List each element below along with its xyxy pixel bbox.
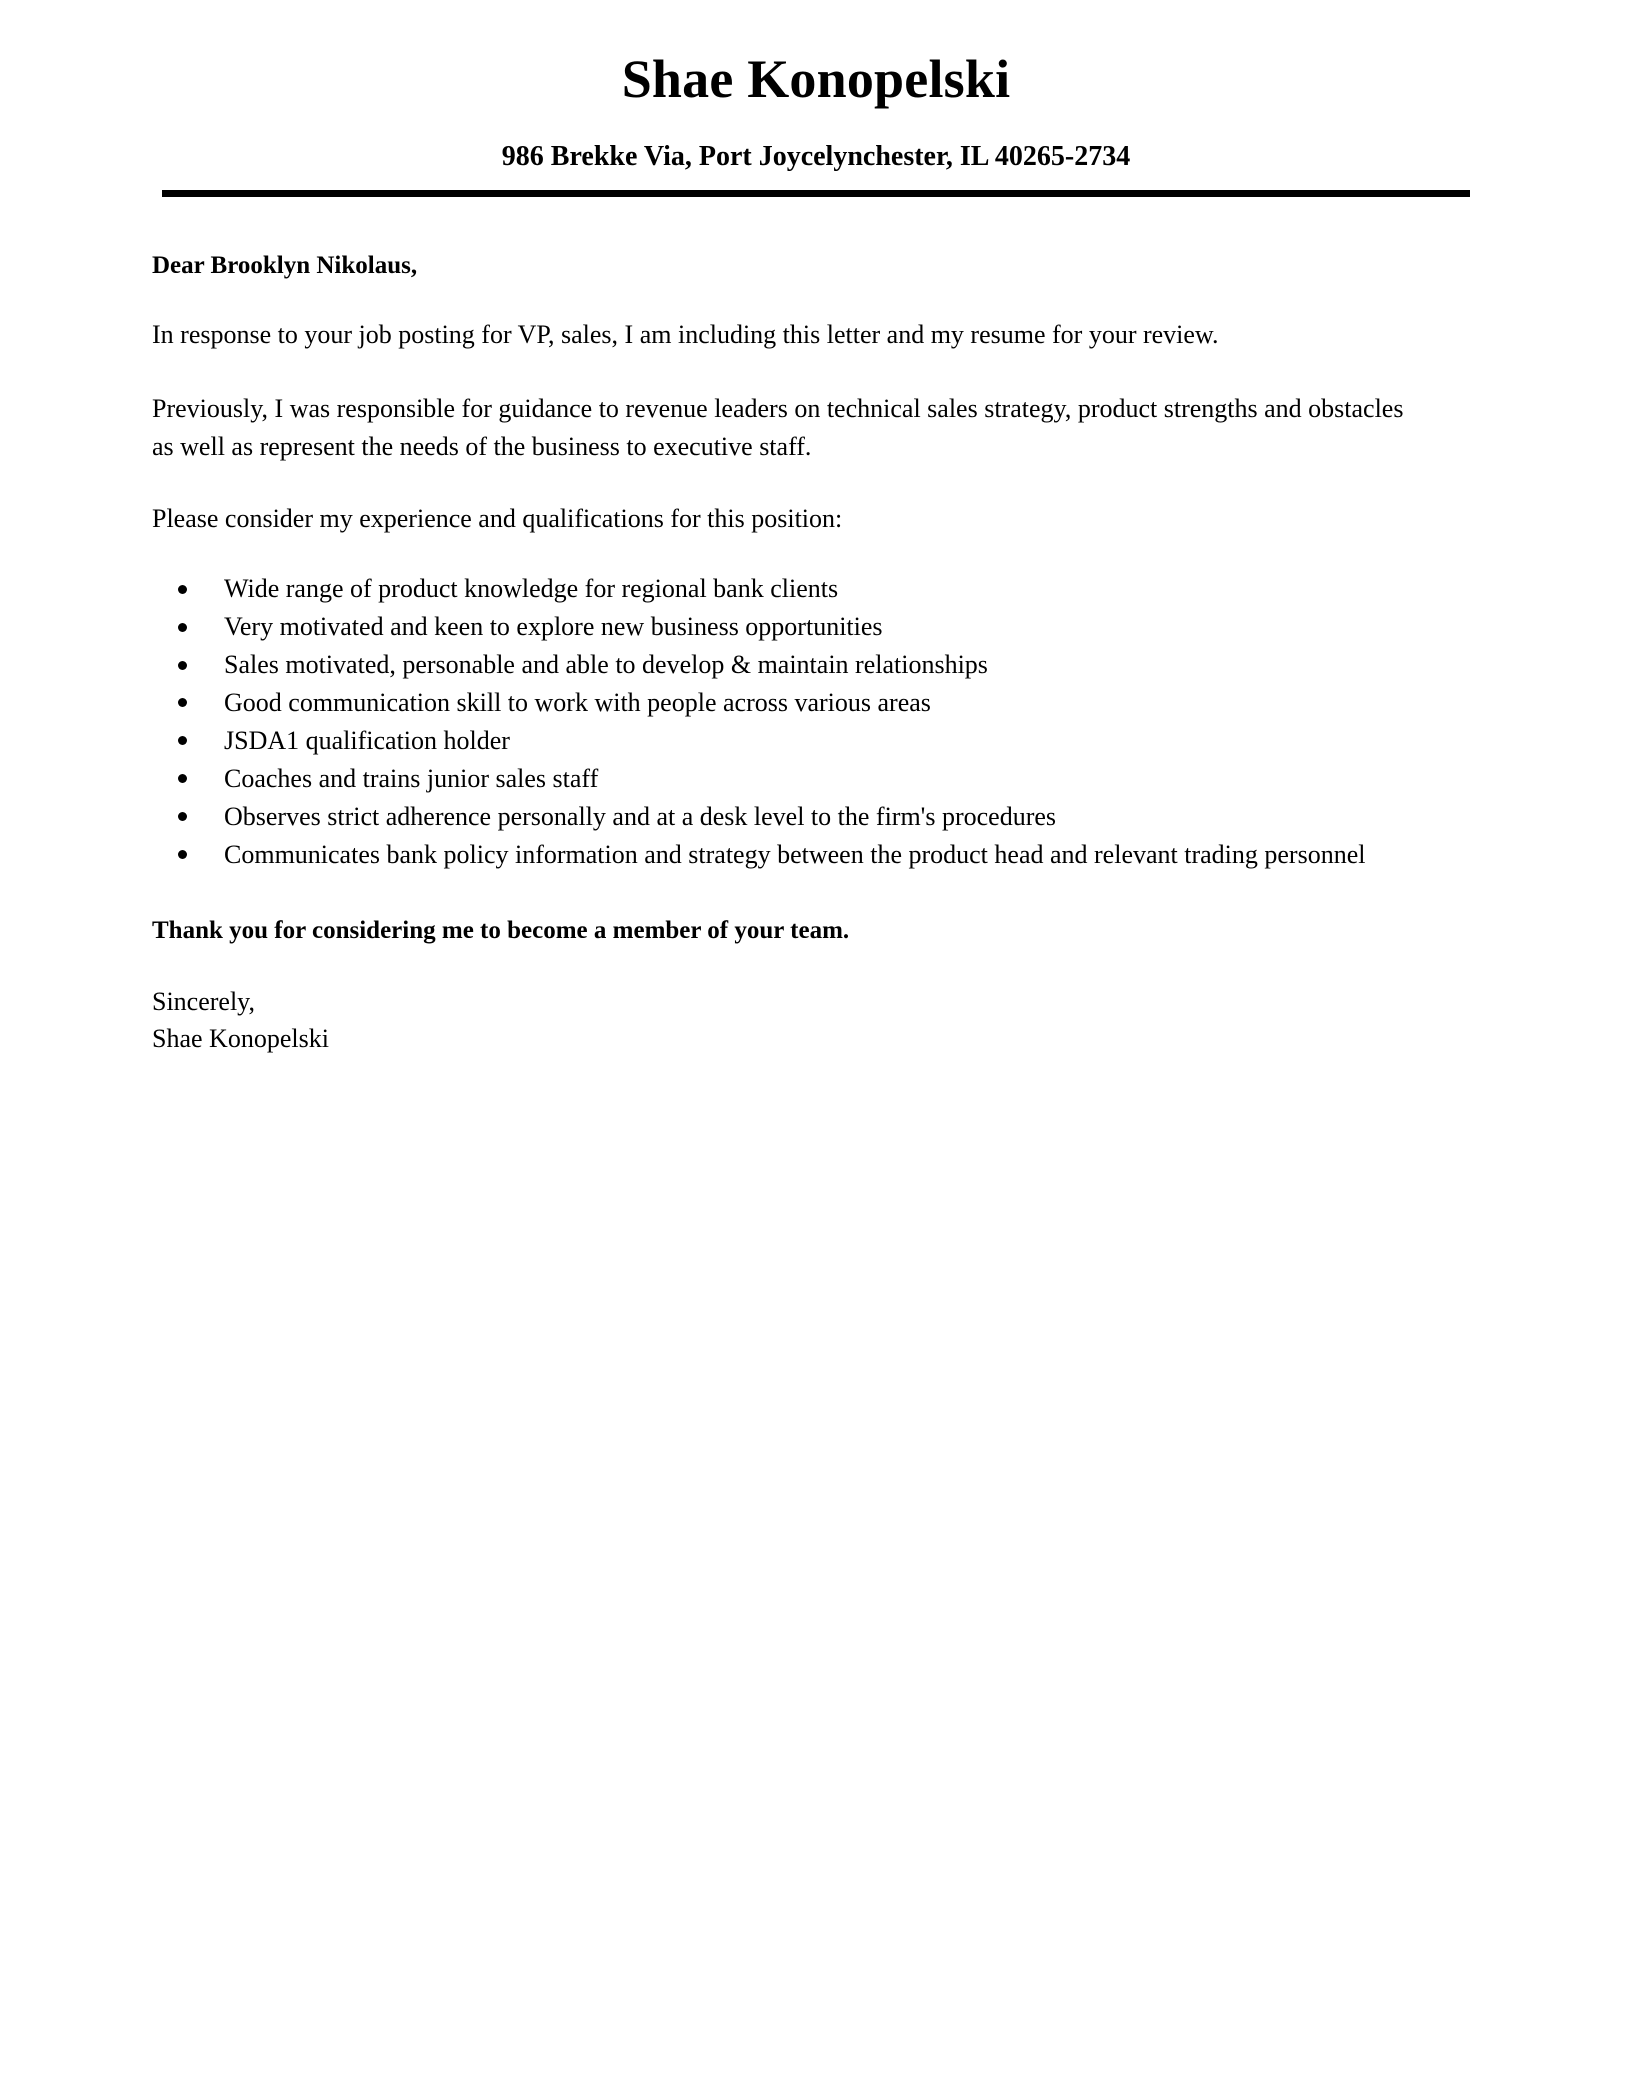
bullet-icon [178, 661, 187, 670]
list-item [178, 647, 1420, 684]
bullet-icon [178, 774, 187, 783]
bullet-icon [178, 850, 187, 859]
list-item-label: Observes strict adherence personally and at a desk level to the firm's procedures [224, 801, 1057, 831]
list-item-label: Good communication skill to work with people across various areas [224, 687, 931, 717]
bullet-icon [178, 623, 187, 632]
address-line: 986 Brekke Via, Port Joycelynchester, IL 40265-2734 [501, 141, 1131, 173]
list-item [178, 761, 1420, 798]
list-item [178, 837, 1420, 874]
list-item-label: Coaches and trains junior sales staff [224, 763, 599, 793]
list-item-label: Sales motivated, personable and able to develop & maintain relationships [224, 650, 988, 679]
list-item [178, 609, 1420, 646]
list-item [178, 723, 1420, 760]
list-item-label: Communicates bank policy information and strategy between the product head and relevant trading personnel [224, 839, 1366, 869]
page-title: Shae Konopelski [621, 49, 1011, 109]
letter-body [152, 197, 1420, 1059]
list-item [178, 799, 1420, 836]
signature-block [152, 984, 1420, 1058]
list-item-label: Wide range of product knowledge for regional bank clients [224, 574, 839, 604]
bullet-icon [178, 812, 187, 821]
bullet-icon [178, 736, 187, 745]
qualifications-list [152, 571, 1420, 873]
list-item-label: Very motivated and keen to explore new business opportunities [224, 612, 883, 642]
paragraph-lead-in: Please consider my experience and qualifications for this position: [152, 503, 843, 533]
header-divider [162, 190, 1470, 197]
list-item [178, 685, 1420, 722]
bullet-icon [178, 698, 187, 707]
list-item [178, 571, 1420, 608]
thank-you-line: Thank you for considering me to become a member of your team. [152, 917, 850, 945]
list-item-label: JSDA1 qualification holder [224, 725, 510, 755]
bullet-icon [178, 585, 187, 594]
signature-name: Shae Konopelski [152, 1024, 329, 1054]
closing-label: Sincerely, [152, 987, 255, 1017]
letterhead [0, 0, 1632, 174]
salutation: Dear Brooklyn Nikolaus, [152, 251, 418, 279]
paragraph-intro: In response to your job posting for VP, sales, I am including this letter and my resume for your review. [152, 320, 1219, 350]
paragraph-experience: Previously, I was responsible for guidance to revenue leaders on technical sales strategy, product strengths and obstacles as well as represent the needs of the business to executive staff. [152, 394, 1404, 461]
